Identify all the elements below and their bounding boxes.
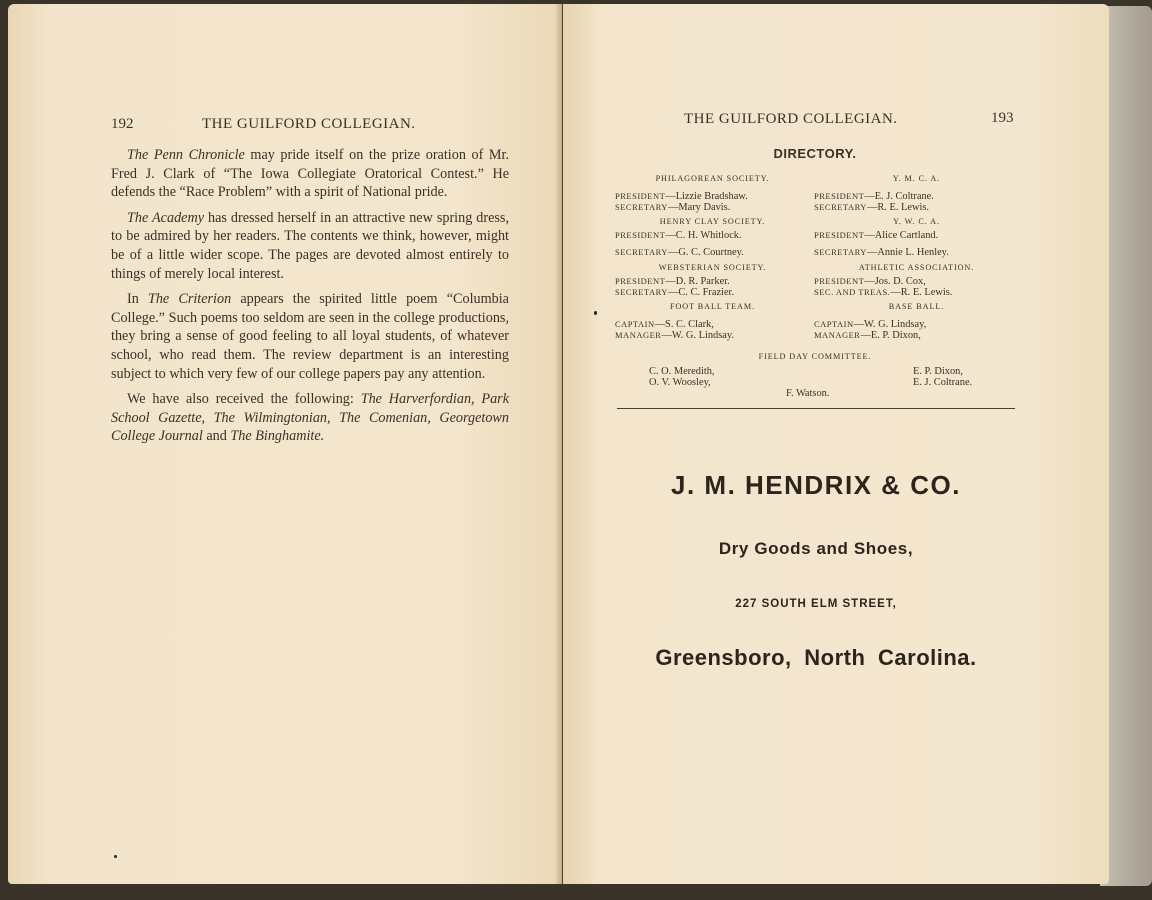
field-day-member: O. V. Woosley, xyxy=(649,377,711,388)
entry-role: SECRETARY xyxy=(814,202,867,213)
entry-role: SECRETARY xyxy=(615,287,668,298)
entry-role: CAPTAIN xyxy=(615,319,655,330)
entry-name: —R. E. Lewis. xyxy=(890,287,953,299)
left-running-title: THE GUILFORD COLLEGIAN. xyxy=(202,116,416,132)
entry-role: SECRETARY xyxy=(814,246,867,257)
entry-role: SECRETARY xyxy=(615,202,668,213)
entry-name: —Annie L. Henley. xyxy=(866,246,949,258)
publication-list: The Harverfordian, Park School Gazette, The Wilmingtonian, The Comenian, Georgetown College Journal xyxy=(111,391,509,445)
field-day-member: E. P. Dixon, xyxy=(913,366,963,377)
publication-title: The Criterion xyxy=(147,291,232,308)
advertised-goods: Dry Goods and Shoes, xyxy=(718,539,914,558)
entry-role: MANAGER xyxy=(615,330,662,341)
paragraph-text: appears the spirited little poem “Columbia College.” Such poems too seldom are seen in the college productions, they bring a sense of good feeling to all loyal students, of whatever school, who read them. The review department is an interesting subject to which very few of our college papers pay any attention. xyxy=(111,291,509,382)
paragraph-text: and xyxy=(202,428,231,445)
publication-title: The Binghamite. xyxy=(230,428,325,445)
paragraph-received xyxy=(111,390,509,446)
publication-title: The Penn Chronicle xyxy=(127,147,245,163)
entry-role: PRESIDENT xyxy=(814,275,865,286)
entry-name: —G. C. Courtney. xyxy=(667,246,744,258)
entry-name: —Jos. D. Cox, xyxy=(864,275,926,287)
directory-entry xyxy=(814,247,1019,258)
advertiser-name: J. M. HENDRIX & CO. xyxy=(671,470,961,500)
paragraph-criterion xyxy=(111,290,509,383)
paragraph-text: has dressed herself in an attractive new spring dress, to be admired by her readers. The contents we think, however, might be of a little wider scope. The pages are devoted almost entirely to things of merely local interest. xyxy=(111,209,510,282)
paragraph-penn-chronicle xyxy=(111,146,509,202)
society-heading: ATHLETIC ASSOCIATION. xyxy=(858,262,975,272)
entry-name: —Mary Davis. xyxy=(667,202,731,214)
entry-role: PRESIDENT xyxy=(615,275,666,286)
field-day-member: E. J. Coltrane. xyxy=(913,377,973,388)
society-heading: WEBSTERIAN SOCIETY. xyxy=(658,262,767,272)
entry-name: —E. J. Coltrane. xyxy=(864,191,934,202)
entry-name: —E. P. Dixon, xyxy=(860,330,921,342)
ink-speck xyxy=(114,855,117,858)
entry-name: —D. R. Parker. xyxy=(665,275,730,287)
entry-name: —W. G. Lindsay. xyxy=(661,330,735,342)
entry-role: PRESIDENT xyxy=(615,230,666,241)
field-day-member: C. O. Meredith, xyxy=(649,366,715,377)
entry-name: —C. C. Frazier. xyxy=(667,287,735,299)
entry-name: —W. G. Lindsay, xyxy=(853,319,927,331)
entry-role: PRESIDENT xyxy=(814,191,865,201)
directory-entry xyxy=(814,287,1019,298)
left-page-number: 192 xyxy=(111,116,134,132)
directory-entry xyxy=(615,319,810,330)
directory-entry xyxy=(615,202,810,213)
directory-right-column xyxy=(814,173,1019,342)
entry-role: MANAGER xyxy=(814,330,861,341)
left-page-body xyxy=(111,146,509,453)
entry-role: SECRETARY xyxy=(615,246,668,257)
directory-entry xyxy=(814,276,1019,287)
entry-name: —C. H. Whitlock. xyxy=(665,230,742,242)
directory-entry xyxy=(814,191,1019,202)
directory-entry xyxy=(615,287,810,298)
paragraph-prefix: In xyxy=(127,291,148,308)
society-heading: FOOT BALL TEAM. xyxy=(670,302,755,312)
entry-role: SEC. AND TREAS. xyxy=(814,287,891,298)
right-page xyxy=(563,4,1109,884)
entry-role: CAPTAIN xyxy=(814,319,854,330)
advertiser-street: 227 SOUTH ELM STREET, xyxy=(735,598,897,610)
right-page-number: 193 xyxy=(991,110,1014,126)
society-heading: Y. W. C. A. xyxy=(893,217,940,227)
entry-role: PRESIDENT xyxy=(814,230,865,241)
directory-entry xyxy=(814,202,1019,213)
entry-name: —Lizzie Bradshaw. xyxy=(665,191,748,202)
advertiser-city: Greensboro, North Carolina. xyxy=(655,645,977,670)
directory-entry xyxy=(615,230,810,241)
field-day-member: F. Watson. xyxy=(786,388,830,399)
ink-speck xyxy=(594,311,597,315)
directory-left-column xyxy=(615,173,810,342)
directory-entry xyxy=(814,230,1019,241)
entry-name: —R. E. Lewis. xyxy=(866,202,930,214)
directory-heading: DIRECTORY. xyxy=(773,146,857,161)
society-heading: Y. M. C. A. xyxy=(892,174,941,183)
directory-entry xyxy=(814,319,1019,330)
right-running-title: THE GUILFORD COLLEGIAN. xyxy=(684,111,898,127)
entry-name: —S. C. Clark, xyxy=(654,319,714,331)
entry-name: —Alice Cartland. xyxy=(864,230,939,242)
directory-entry xyxy=(615,191,810,202)
field-day-heading: FIELD DAY COMMITTEE. xyxy=(758,352,872,361)
directory-entry xyxy=(615,247,810,258)
section-divider xyxy=(617,408,1015,409)
directory-entry xyxy=(615,330,810,341)
entry-role: PRESIDENT xyxy=(615,191,666,201)
directory-entry xyxy=(814,330,1019,341)
directory-entry xyxy=(615,276,810,287)
society-heading: BASE BALL. xyxy=(888,302,945,312)
publication-title: The Academy xyxy=(127,209,205,226)
society-heading: PHILAGOREAN SOCIETY. xyxy=(655,174,770,183)
paragraph-academy xyxy=(111,209,509,283)
paragraph-prefix: We have also received the following: xyxy=(127,391,361,408)
society-heading: HENRY CLAY SOCIETY. xyxy=(659,217,766,227)
paragraph-text: may pride itself on the prize oration of Mr. Fred J. Clark of “The Iowa Collegiate Oratorical Contest.” He defends the “Race Problem” with a spirit of National pride. xyxy=(111,147,509,201)
